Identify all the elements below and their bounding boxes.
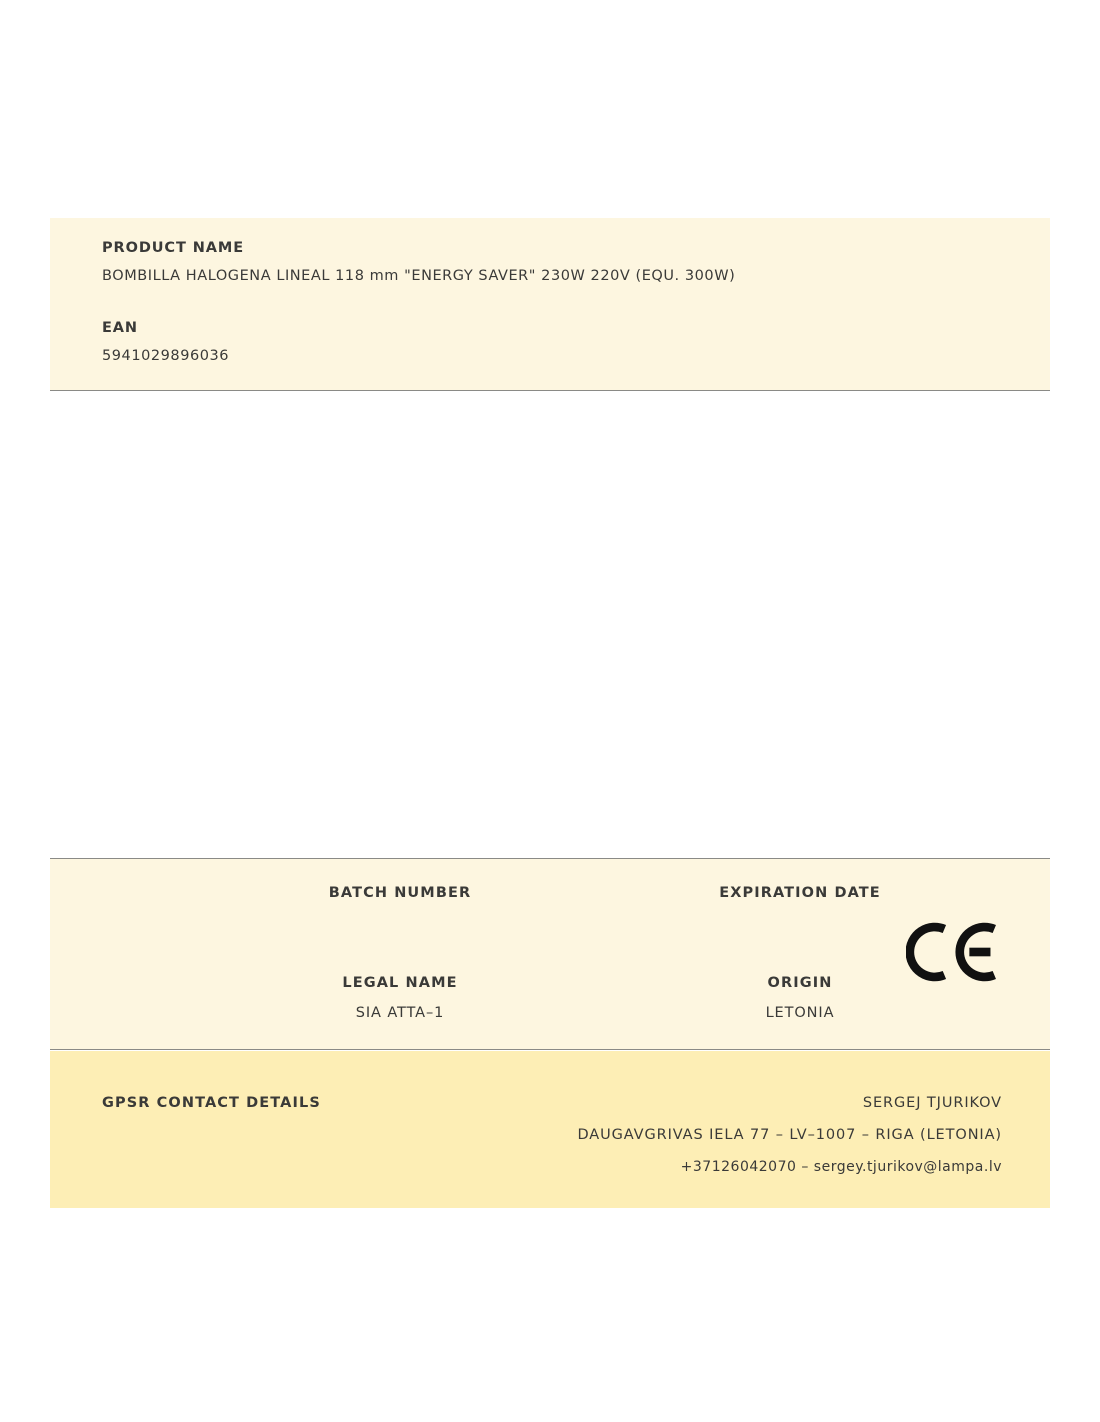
gpsr-contact-lines [577, 1095, 1002, 1175]
gpsr-contact-panel [50, 1051, 1050, 1208]
gpsr-contact-name: SERGEJ TJURIKOV [862, 1095, 1002, 1111]
origin-value: LETONIA [765, 1005, 835, 1021]
ean-label: EAN [102, 320, 138, 336]
legal-name-label: LEGAL NAME [342, 975, 458, 991]
product-name-value: BOMBILLA HALOGENA LINEAL 118 mm "ENERGY SAVER" 230W 220V (EQU. 300W) [102, 268, 736, 284]
gpsr-contact-address: DAUGAVGRIVAS IELA 77 – LV–1007 – RIGA (LETONIA) [577, 1127, 1002, 1143]
legal-name-value: SIA ATTA–1 [355, 1005, 445, 1021]
expiration-date-label: EXPIRATION DATE [719, 885, 881, 901]
spacer [102, 284, 998, 320]
product-info-panel [50, 218, 1050, 391]
ean-value: 5941029896036 [102, 348, 230, 364]
ce-marking-icon [906, 921, 1002, 983]
gpsr-contact-label: GPSR CONTACT DETAILS [102, 1095, 321, 1111]
product-details-panel [50, 858, 1050, 1050]
product-name-label: PRODUCT NAME [102, 240, 245, 256]
origin-label: ORIGIN [767, 975, 833, 991]
batch-number-label: BATCH NUMBER [328, 885, 472, 901]
gpsr-contact-phone-email: +37126042070 – sergey.tjurikov@lampa.lv [680, 1159, 1002, 1175]
